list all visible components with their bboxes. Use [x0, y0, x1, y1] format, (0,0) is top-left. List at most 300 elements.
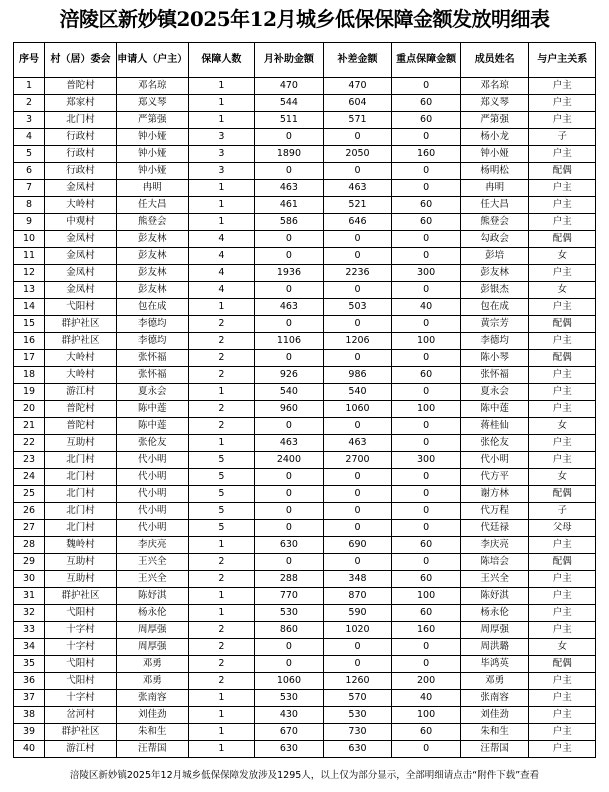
cell-difference-amount: 870	[323, 588, 392, 605]
cell-relation: 配偶	[529, 350, 596, 367]
cell-persons: 2	[188, 622, 254, 639]
cell-village: 弋阳村	[45, 673, 117, 690]
cell-persons: 1	[188, 112, 254, 129]
cell-monthly-amount: 1890	[255, 146, 324, 163]
cell-monthly-amount: 530	[255, 605, 324, 622]
cell-key-amount: 0	[392, 418, 461, 435]
cell-difference-amount: 0	[323, 520, 392, 537]
cell-monthly-amount: 0	[255, 503, 324, 520]
cell-monthly-amount: 630	[255, 741, 324, 758]
cell-persons: 4	[188, 231, 254, 248]
table-row	[14, 299, 596, 316]
cell-index: 37	[14, 690, 45, 707]
cell-village: 十字村	[45, 690, 117, 707]
cell-index: 22	[14, 435, 45, 452]
cell-persons: 1	[188, 78, 254, 95]
cell-difference-amount: 463	[323, 180, 392, 197]
cell-index: 26	[14, 503, 45, 520]
cell-persons: 1	[188, 741, 254, 758]
cell-index: 4	[14, 129, 45, 146]
cell-member-name: 谢方林	[460, 486, 529, 503]
cell-index: 2	[14, 95, 45, 112]
cell-persons: 2	[188, 673, 254, 690]
cell-monthly-amount: 0	[255, 520, 324, 537]
cell-persons: 3	[188, 163, 254, 180]
cell-key-amount: 0	[392, 435, 461, 452]
cell-member-name: 刘佳劲	[460, 707, 529, 724]
cell-monthly-amount: 1936	[255, 265, 324, 282]
table-row	[14, 333, 596, 350]
cell-applicant: 邓勇	[116, 656, 188, 673]
cell-difference-amount: 690	[323, 537, 392, 554]
cell-member-name: 陈中莲	[460, 401, 529, 418]
cell-key-amount: 0	[392, 554, 461, 571]
page-title: 涪陵区新妙镇2025年12月城乡低保保障金额发放明细表	[59, 7, 550, 31]
col-header-persons: 保障人数	[188, 43, 254, 78]
cell-index: 29	[14, 554, 45, 571]
cell-relation: 户主	[529, 707, 596, 724]
cell-index: 38	[14, 707, 45, 724]
cell-member-name: 蒋桂仙	[460, 418, 529, 435]
cell-persons: 3	[188, 146, 254, 163]
cell-key-amount: 0	[392, 469, 461, 486]
cell-member-name: 杨永伦	[460, 605, 529, 622]
cell-difference-amount: 1260	[323, 673, 392, 690]
cell-applicant: 彭友林	[116, 265, 188, 282]
cell-difference-amount: 0	[323, 248, 392, 265]
table-row	[14, 554, 596, 571]
table-row	[14, 163, 596, 180]
cell-difference-amount: 0	[323, 350, 392, 367]
cell-member-name: 包在成	[460, 299, 529, 316]
cell-persons: 2	[188, 571, 254, 588]
cell-applicant: 代小明	[116, 486, 188, 503]
cell-member-name: 夏永会	[460, 384, 529, 401]
cell-persons: 2	[188, 656, 254, 673]
cell-key-amount: 160	[392, 622, 461, 639]
cell-difference-amount: 986	[323, 367, 392, 384]
cell-difference-amount: 571	[323, 112, 392, 129]
cell-member-name: 邓名琼	[460, 78, 529, 95]
cell-member-name: 代方平	[460, 469, 529, 486]
cell-index: 20	[14, 401, 45, 418]
cell-relation: 户主	[529, 401, 596, 418]
cell-key-amount: 60	[392, 724, 461, 741]
cell-difference-amount: 730	[323, 724, 392, 741]
cell-relation: 配偶	[529, 656, 596, 673]
cell-key-amount: 60	[392, 537, 461, 554]
cell-member-name: 陈培会	[460, 554, 529, 571]
cell-member-name: 王兴全	[460, 571, 529, 588]
col-header-key-amount: 重点保障金额	[392, 43, 461, 78]
cell-relation: 户主	[529, 299, 596, 316]
cell-persons: 5	[188, 469, 254, 486]
cell-monthly-amount: 2400	[255, 452, 324, 469]
cell-relation: 父母	[529, 520, 596, 537]
table-row	[14, 367, 596, 384]
cell-difference-amount: 2236	[323, 265, 392, 282]
cell-relation: 户主	[529, 112, 596, 129]
table-row	[14, 129, 596, 146]
cell-monthly-amount: 0	[255, 486, 324, 503]
cell-member-name: 代小明	[460, 452, 529, 469]
cell-monthly-amount: 470	[255, 78, 324, 95]
cell-member-name: 彭银杰	[460, 282, 529, 299]
cell-village: 互助村	[45, 571, 117, 588]
cell-difference-amount: 646	[323, 214, 392, 231]
cell-index: 33	[14, 622, 45, 639]
cell-village: 北门村	[45, 112, 117, 129]
col-header-relation: 与户主关系	[529, 43, 596, 78]
cell-difference-amount: 1020	[323, 622, 392, 639]
cell-difference-amount: 0	[323, 231, 392, 248]
cell-difference-amount: 0	[323, 656, 392, 673]
table-row	[14, 605, 596, 622]
cell-monthly-amount: 1106	[255, 333, 324, 350]
cell-applicant: 包在成	[116, 299, 188, 316]
cell-village: 中观村	[45, 214, 117, 231]
cell-persons: 1	[188, 214, 254, 231]
cell-key-amount: 100	[392, 333, 461, 350]
cell-key-amount: 60	[392, 197, 461, 214]
cell-village: 行政村	[45, 129, 117, 146]
cell-monthly-amount: 0	[255, 316, 324, 333]
col-header-monthly-amount: 月补助金额	[255, 43, 324, 78]
cell-village: 十字村	[45, 639, 117, 656]
table-row	[14, 384, 596, 401]
cell-key-amount: 0	[392, 520, 461, 537]
cell-member-name: 黄宗芳	[460, 316, 529, 333]
cell-member-name: 陈妤淇	[460, 588, 529, 605]
cell-applicant: 李庆亮	[116, 537, 188, 554]
cell-member-name: 郑义琴	[460, 95, 529, 112]
cell-key-amount: 100	[392, 401, 461, 418]
cell-monthly-amount: 463	[255, 299, 324, 316]
cell-village: 金凤村	[45, 248, 117, 265]
cell-difference-amount: 0	[323, 418, 392, 435]
cell-difference-amount: 0	[323, 282, 392, 299]
cell-applicant: 郑义琴	[116, 95, 188, 112]
cell-index: 19	[14, 384, 45, 401]
cell-persons: 2	[188, 316, 254, 333]
cell-relation: 配偶	[529, 231, 596, 248]
cell-monthly-amount: 926	[255, 367, 324, 384]
cell-key-amount: 200	[392, 673, 461, 690]
cell-village: 岔河村	[45, 707, 117, 724]
cell-index: 35	[14, 656, 45, 673]
cell-member-name: 汪帮国	[460, 741, 529, 758]
cell-relation: 配偶	[529, 554, 596, 571]
cell-index: 25	[14, 486, 45, 503]
cell-relation: 女	[529, 418, 596, 435]
cell-key-amount: 0	[392, 248, 461, 265]
cell-index: 7	[14, 180, 45, 197]
cell-difference-amount: 0	[323, 163, 392, 180]
cell-member-name: 张怀福	[460, 367, 529, 384]
cell-difference-amount: 0	[323, 639, 392, 656]
cell-relation: 户主	[529, 622, 596, 639]
cell-member-name: 严第强	[460, 112, 529, 129]
cell-village: 群护社区	[45, 333, 117, 350]
cell-applicant: 代小明	[116, 503, 188, 520]
cell-member-name: 毕鸿英	[460, 656, 529, 673]
cell-index: 28	[14, 537, 45, 554]
cell-member-name: 冉明	[460, 180, 529, 197]
cell-index: 32	[14, 605, 45, 622]
cell-difference-amount: 570	[323, 690, 392, 707]
cell-village: 行政村	[45, 163, 117, 180]
col-header-member-name: 成员姓名	[460, 43, 529, 78]
cell-relation: 户主	[529, 146, 596, 163]
cell-index: 13	[14, 282, 45, 299]
cell-applicant: 李德均	[116, 316, 188, 333]
table-row	[14, 639, 596, 656]
cell-key-amount: 160	[392, 146, 461, 163]
cell-key-amount: 300	[392, 452, 461, 469]
cell-index: 1	[14, 78, 45, 95]
cell-relation: 户主	[529, 333, 596, 350]
table-row	[14, 248, 596, 265]
cell-key-amount: 60	[392, 214, 461, 231]
cell-relation: 配偶	[529, 316, 596, 333]
cell-persons: 5	[188, 520, 254, 537]
col-header-difference-amount: 补差金额	[323, 43, 392, 78]
cell-persons: 5	[188, 503, 254, 520]
cell-key-amount: 0	[392, 384, 461, 401]
cell-index: 5	[14, 146, 45, 163]
cell-member-name: 彭培	[460, 248, 529, 265]
cell-monthly-amount: 540	[255, 384, 324, 401]
cell-key-amount: 60	[392, 605, 461, 622]
cell-applicant: 周厚强	[116, 639, 188, 656]
cell-applicant: 彭友林	[116, 282, 188, 299]
table-row	[14, 469, 596, 486]
cell-difference-amount: 2700	[323, 452, 392, 469]
cell-village: 大岭村	[45, 197, 117, 214]
cell-key-amount: 100	[392, 588, 461, 605]
cell-difference-amount: 604	[323, 95, 392, 112]
cell-difference-amount: 590	[323, 605, 392, 622]
cell-difference-amount: 0	[323, 129, 392, 146]
cell-applicant: 邓名琼	[116, 78, 188, 95]
cell-member-name: 朱和生	[460, 724, 529, 741]
cell-difference-amount: 0	[323, 503, 392, 520]
cell-difference-amount: 1206	[323, 333, 392, 350]
cell-village: 互助村	[45, 554, 117, 571]
table-row	[14, 197, 596, 214]
cell-monthly-amount: 0	[255, 418, 324, 435]
table-row	[14, 214, 596, 231]
cell-persons: 5	[188, 452, 254, 469]
cell-monthly-amount: 0	[255, 554, 324, 571]
cell-difference-amount: 530	[323, 707, 392, 724]
table-row	[14, 673, 596, 690]
cell-monthly-amount: 430	[255, 707, 324, 724]
cell-applicant: 严第强	[116, 112, 188, 129]
cell-index: 10	[14, 231, 45, 248]
cell-key-amount: 0	[392, 78, 461, 95]
cell-monthly-amount: 0	[255, 163, 324, 180]
cell-key-amount: 300	[392, 265, 461, 282]
cell-relation: 配偶	[529, 486, 596, 503]
cell-index: 15	[14, 316, 45, 333]
cell-key-amount: 0	[392, 282, 461, 299]
cell-member-name: 陈小琴	[460, 350, 529, 367]
cell-monthly-amount: 0	[255, 656, 324, 673]
cell-relation: 户主	[529, 605, 596, 622]
cell-member-name: 杨小龙	[460, 129, 529, 146]
cell-difference-amount: 463	[323, 435, 392, 452]
cell-relation: 户主	[529, 180, 596, 197]
cell-applicant: 钟小娅	[116, 163, 188, 180]
cell-applicant: 钟小娅	[116, 129, 188, 146]
cell-village: 普陀村	[45, 418, 117, 435]
cell-persons: 1	[188, 690, 254, 707]
cell-applicant: 陈中莲	[116, 401, 188, 418]
col-header-index: 序号	[14, 43, 45, 78]
cell-index: 12	[14, 265, 45, 282]
cell-relation: 户主	[529, 367, 596, 384]
cell-applicant: 彭友林	[116, 231, 188, 248]
cell-persons: 1	[188, 95, 254, 112]
cell-village: 金凤村	[45, 282, 117, 299]
table-row	[14, 707, 596, 724]
cell-relation: 配偶	[529, 163, 596, 180]
cell-village: 北门村	[45, 520, 117, 537]
cell-relation: 户主	[529, 435, 596, 452]
cell-member-name: 杨明松	[460, 163, 529, 180]
table-row	[14, 656, 596, 673]
cell-relation: 户主	[529, 741, 596, 758]
cell-relation: 户主	[529, 384, 596, 401]
cell-applicant: 李德均	[116, 333, 188, 350]
cell-applicant: 代小明	[116, 520, 188, 537]
cell-relation: 女	[529, 248, 596, 265]
table-row	[14, 282, 596, 299]
cell-monthly-amount: 0	[255, 469, 324, 486]
cell-persons: 3	[188, 129, 254, 146]
cell-member-name: 李德均	[460, 333, 529, 350]
cell-relation: 户主	[529, 452, 596, 469]
cell-key-amount: 0	[392, 350, 461, 367]
cell-persons: 2	[188, 639, 254, 656]
table-row	[14, 622, 596, 639]
cell-persons: 4	[188, 265, 254, 282]
cell-index: 18	[14, 367, 45, 384]
cell-applicant: 任大昌	[116, 197, 188, 214]
cell-monthly-amount: 1060	[255, 673, 324, 690]
table-row	[14, 95, 596, 112]
table-row	[14, 265, 596, 282]
cell-difference-amount: 0	[323, 469, 392, 486]
cell-monthly-amount: 530	[255, 690, 324, 707]
cell-applicant: 汪帮国	[116, 741, 188, 758]
cell-relation: 户主	[529, 673, 596, 690]
table-body	[14, 78, 596, 758]
cell-index: 36	[14, 673, 45, 690]
cell-relation: 子	[529, 503, 596, 520]
cell-key-amount: 0	[392, 129, 461, 146]
table-row	[14, 180, 596, 197]
cell-member-name: 钟小娅	[460, 146, 529, 163]
cell-monthly-amount: 544	[255, 95, 324, 112]
cell-applicant: 刘佳劲	[116, 707, 188, 724]
cell-village: 北门村	[45, 452, 117, 469]
cell-monthly-amount: 0	[255, 282, 324, 299]
cell-index: 6	[14, 163, 45, 180]
cell-index: 27	[14, 520, 45, 537]
cell-relation: 女	[529, 282, 596, 299]
cell-index: 39	[14, 724, 45, 741]
cell-relation: 户主	[529, 537, 596, 554]
cell-relation: 子	[529, 129, 596, 146]
table-row	[14, 690, 596, 707]
cell-applicant: 彭友林	[116, 248, 188, 265]
cell-relation: 户主	[529, 197, 596, 214]
table-row	[14, 78, 596, 95]
cell-monthly-amount: 670	[255, 724, 324, 741]
cell-monthly-amount: 0	[255, 639, 324, 656]
table-row	[14, 435, 596, 452]
cell-applicant: 杨永伦	[116, 605, 188, 622]
cell-member-name: 熊登会	[460, 214, 529, 231]
cell-key-amount: 0	[392, 163, 461, 180]
cell-index: 24	[14, 469, 45, 486]
cell-applicant: 王兴全	[116, 571, 188, 588]
cell-difference-amount: 348	[323, 571, 392, 588]
table-row	[14, 316, 596, 333]
cell-applicant: 张南容	[116, 690, 188, 707]
cell-relation: 户主	[529, 265, 596, 282]
cell-persons: 2	[188, 418, 254, 435]
cell-member-name: 张南容	[460, 690, 529, 707]
cell-persons: 2	[188, 401, 254, 418]
cell-key-amount: 40	[392, 690, 461, 707]
cell-village: 金凤村	[45, 231, 117, 248]
cell-difference-amount: 1060	[323, 401, 392, 418]
cell-monthly-amount: 0	[255, 231, 324, 248]
cell-key-amount: 0	[392, 316, 461, 333]
cell-persons: 1	[188, 299, 254, 316]
cell-difference-amount: 503	[323, 299, 392, 316]
cell-village: 群护社区	[45, 724, 117, 741]
cell-persons: 2	[188, 333, 254, 350]
cell-persons: 4	[188, 248, 254, 265]
cell-index: 17	[14, 350, 45, 367]
cell-relation: 户主	[529, 724, 596, 741]
cell-monthly-amount: 770	[255, 588, 324, 605]
cell-monthly-amount: 0	[255, 350, 324, 367]
cell-relation: 户主	[529, 78, 596, 95]
cell-member-name: 邓勇	[460, 673, 529, 690]
cell-village: 普陀村	[45, 78, 117, 95]
cell-applicant: 夏永会	[116, 384, 188, 401]
cell-village: 大岭村	[45, 350, 117, 367]
cell-index: 8	[14, 197, 45, 214]
cell-member-name: 周厚强	[460, 622, 529, 639]
cell-index: 40	[14, 741, 45, 758]
cell-persons: 5	[188, 486, 254, 503]
table-row	[14, 350, 596, 367]
cell-applicant: 熊登会	[116, 214, 188, 231]
table-row	[14, 724, 596, 741]
cell-persons: 2	[188, 350, 254, 367]
table-row	[14, 537, 596, 554]
cell-member-name: 张伦友	[460, 435, 529, 452]
cell-monthly-amount: 0	[255, 248, 324, 265]
cell-key-amount: 40	[392, 299, 461, 316]
cell-persons: 4	[188, 282, 254, 299]
